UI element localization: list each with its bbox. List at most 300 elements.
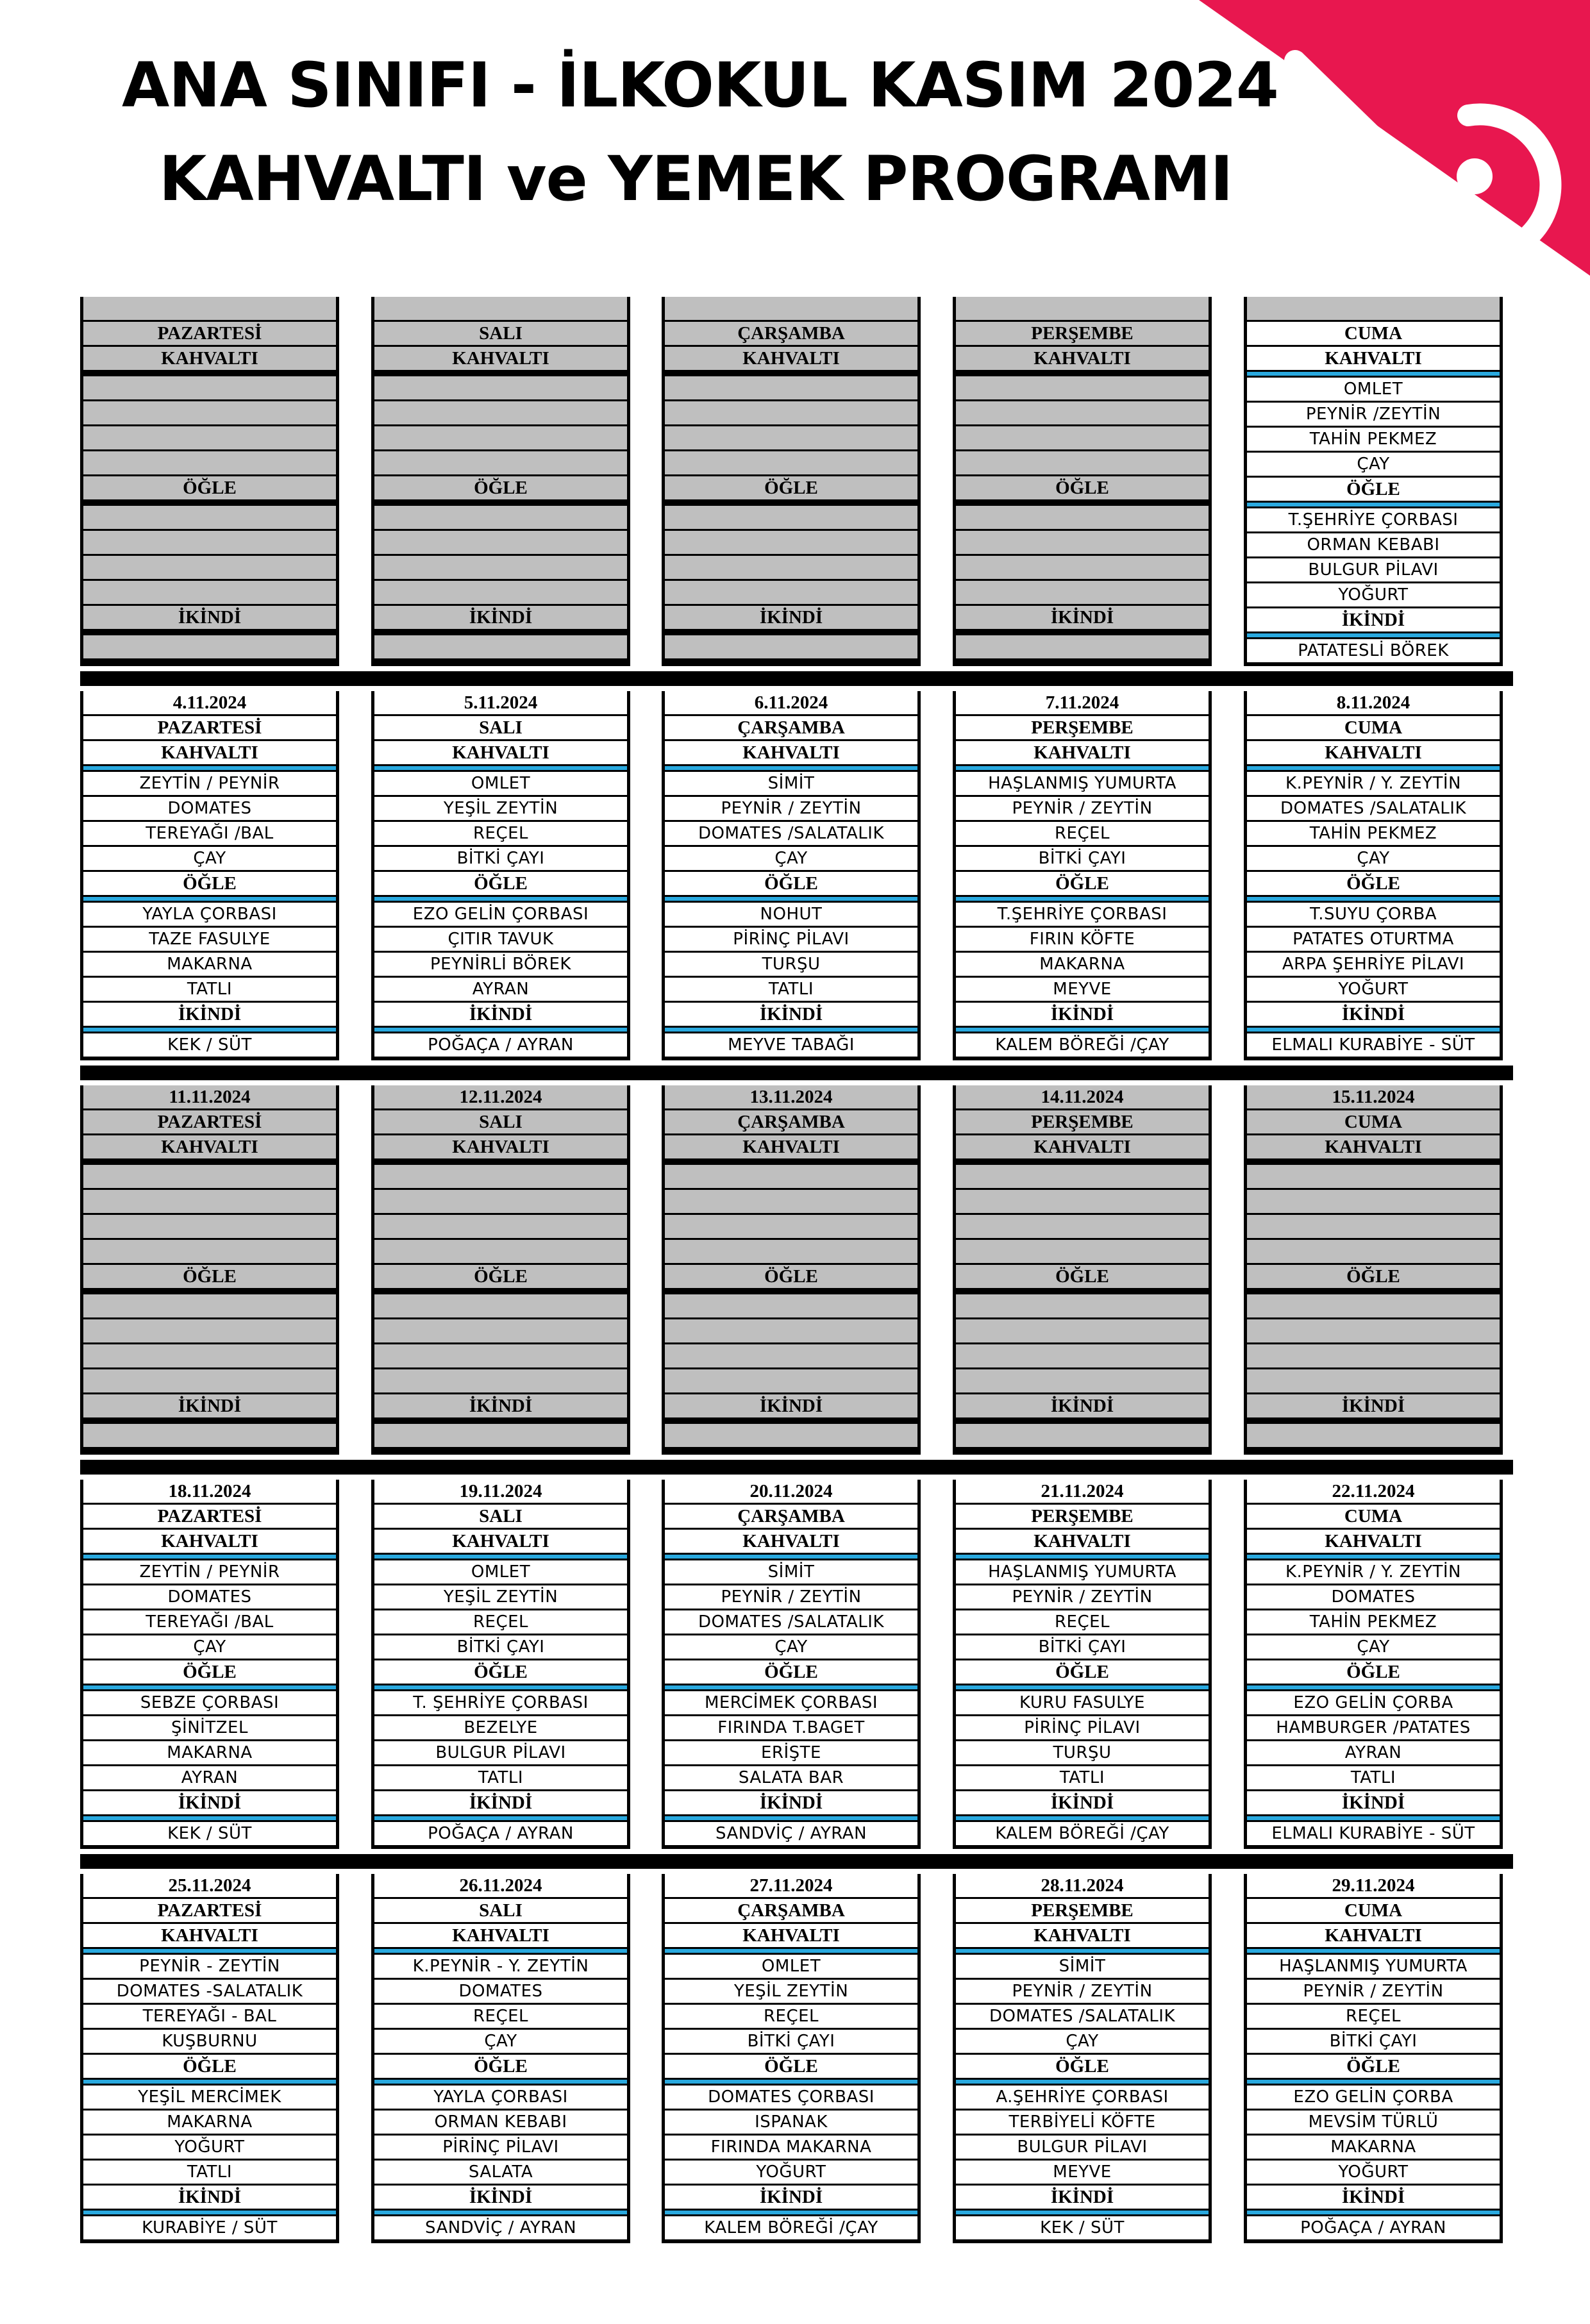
empty-row bbox=[665, 1240, 917, 1263]
section-divider bbox=[665, 2211, 917, 2214]
lunch-item: BULGUR PİLAVI bbox=[374, 1741, 627, 1764]
day-column bbox=[371, 691, 630, 1060]
lunch-label: ÖĞLE bbox=[665, 2055, 917, 2078]
section-divider bbox=[83, 766, 336, 770]
breakfast-item: YEŞİL ZEYTİN bbox=[374, 797, 627, 820]
section-divider bbox=[83, 1028, 336, 1032]
breakfast-item: OMLET bbox=[1247, 378, 1500, 401]
empty-row bbox=[1247, 1344, 1500, 1367]
empty-row bbox=[83, 1369, 336, 1392]
empty-row bbox=[1247, 1190, 1500, 1213]
lunch-label: ÖĞLE bbox=[1247, 478, 1500, 501]
lunch-label: ÖĞLE bbox=[1247, 2055, 1500, 2078]
lunch-label: ÖĞLE bbox=[83, 1265, 336, 1288]
section-divider bbox=[83, 2080, 336, 2084]
snack-label: İKİNDİ bbox=[956, 2186, 1209, 2209]
day-column bbox=[1244, 1480, 1503, 1849]
empty-row bbox=[374, 1319, 627, 1342]
breakfast-label: KAHVALTI bbox=[1247, 1924, 1500, 1947]
breakfast-item: ÇAY bbox=[83, 1635, 336, 1659]
day-name: PERŞEMBE bbox=[956, 1110, 1209, 1133]
lunch-item: NOHUT bbox=[665, 903, 917, 926]
breakfast-item: ÇAY bbox=[956, 2030, 1209, 2053]
lunch-item: FIRINDA MAKARNA bbox=[665, 2136, 917, 2159]
week-block bbox=[80, 1869, 1513, 2248]
day-date: 29.11.2024 bbox=[1247, 1874, 1500, 1897]
empty-row bbox=[83, 635, 336, 658]
section-divider bbox=[83, 2211, 336, 2214]
section-divider bbox=[1247, 897, 1500, 901]
breakfast-label: KAHVALTI bbox=[956, 741, 1209, 764]
empty-row bbox=[1247, 1424, 1500, 1447]
day-name: SALI bbox=[374, 1505, 627, 1528]
empty-row bbox=[374, 1240, 627, 1263]
empty-row bbox=[1247, 1215, 1500, 1238]
lunch-item: EZO GELİN ÇORBASI bbox=[374, 903, 627, 926]
section-divider bbox=[956, 631, 1209, 633]
empty-row bbox=[956, 635, 1209, 658]
lunch-item: ÇITIR TAVUK bbox=[374, 928, 627, 951]
section-divider bbox=[1247, 1949, 1500, 1953]
day-column bbox=[1244, 297, 1503, 666]
empty-row bbox=[1247, 1294, 1500, 1317]
snack-label: İKİNDİ bbox=[1247, 1394, 1500, 1417]
breakfast-item: PEYNİR / ZEYTİN bbox=[1247, 1980, 1500, 2003]
lunch-item: MAKARNA bbox=[83, 1741, 336, 1764]
section-divider bbox=[1247, 2211, 1500, 2214]
day-column bbox=[662, 1085, 921, 1455]
day-date: 8.11.2024 bbox=[1247, 691, 1500, 714]
section-divider bbox=[665, 1555, 917, 1559]
empty-row bbox=[665, 401, 917, 424]
snack-label: İKİNDİ bbox=[1247, 2186, 1500, 2209]
lunch-item: PATATES OTURTMA bbox=[1247, 928, 1500, 951]
empty-row bbox=[956, 1319, 1209, 1342]
breakfast-label: KAHVALTI bbox=[83, 741, 336, 764]
day-name: CUMA bbox=[1247, 1110, 1500, 1133]
empty-row bbox=[83, 1215, 336, 1238]
lunch-item: EZO GELİN ÇORBA bbox=[1247, 1691, 1500, 1714]
empty-row bbox=[374, 1369, 627, 1392]
breakfast-item: K.PEYNİR - Y. ZEYTİN bbox=[374, 1955, 627, 1978]
day-column bbox=[662, 297, 921, 666]
lunch-item: MEYVE bbox=[956, 978, 1209, 1001]
empty-row bbox=[956, 451, 1209, 474]
breakfast-label: KAHVALTI bbox=[956, 1530, 1209, 1553]
lunch-item: MAKARNA bbox=[956, 953, 1209, 976]
empty-row bbox=[665, 1319, 917, 1342]
day-name: CUMA bbox=[1247, 1899, 1500, 1922]
snack-label: İKİNDİ bbox=[374, 1003, 627, 1026]
empty-row bbox=[665, 1165, 917, 1188]
lunch-item: DOMATES ÇORBASI bbox=[665, 2086, 917, 2109]
lunch-item: MAKARNA bbox=[83, 953, 336, 976]
day-date: 19.11.2024 bbox=[374, 1480, 627, 1503]
lunch-label: ÖĞLE bbox=[956, 476, 1209, 499]
empty-row bbox=[374, 401, 627, 424]
lunch-item: ISPANAK bbox=[665, 2111, 917, 2134]
section-divider bbox=[1247, 766, 1500, 770]
section-divider bbox=[665, 1419, 917, 1422]
day-date: 21.11.2024 bbox=[956, 1480, 1209, 1503]
lunch-item: YOĞURT bbox=[1247, 2161, 1500, 2184]
empty-row bbox=[83, 1240, 336, 1263]
empty-row bbox=[956, 1424, 1209, 1447]
section-divider bbox=[374, 372, 627, 374]
empty-row bbox=[83, 506, 336, 529]
week-block bbox=[80, 292, 1513, 671]
lunch-item: TATLI bbox=[374, 1766, 627, 1789]
section-divider bbox=[374, 897, 627, 901]
snack-label: İKİNDİ bbox=[374, 1791, 627, 1814]
day-name: PAZARTESİ bbox=[83, 322, 336, 345]
snack-label: İKİNDİ bbox=[665, 1394, 917, 1417]
empty-row bbox=[956, 1165, 1209, 1188]
day-column bbox=[80, 691, 339, 1060]
breakfast-item: ÇAY bbox=[83, 847, 336, 870]
section-divider bbox=[1247, 1419, 1500, 1422]
snack-item: POĞAÇA / AYRAN bbox=[374, 1033, 627, 1057]
breakfast-item: TEREYAĞI - BAL bbox=[83, 2005, 336, 2028]
breakfast-item: DOMATES /SALATALIK bbox=[956, 2005, 1209, 2028]
lunch-item: YAYLA ÇORBASI bbox=[83, 903, 336, 926]
empty-row bbox=[83, 1165, 336, 1188]
empty-row bbox=[665, 556, 917, 579]
breakfast-label: KAHVALTI bbox=[374, 1530, 627, 1553]
empty-row bbox=[665, 1424, 917, 1447]
breakfast-label: KAHVALTI bbox=[374, 1924, 627, 1947]
breakfast-item: PEYNİR / ZEYTİN bbox=[956, 797, 1209, 820]
breakfast-label: KAHVALTI bbox=[374, 741, 627, 764]
lunch-label: ÖĞLE bbox=[956, 1660, 1209, 1684]
breakfast-item: DOMATES bbox=[1247, 1585, 1500, 1609]
snack-item: SANDVİÇ / AYRAN bbox=[665, 1822, 917, 1845]
lunch-item: ORMAN KEBABI bbox=[374, 2111, 627, 2134]
lunch-label: ÖĞLE bbox=[665, 872, 917, 895]
day-column bbox=[953, 1874, 1212, 2243]
snack-label: İKİNDİ bbox=[665, 2186, 917, 2209]
breakfast-label: KAHVALTI bbox=[665, 347, 917, 370]
empty-row bbox=[956, 581, 1209, 604]
section-divider bbox=[665, 1290, 917, 1292]
empty-row bbox=[83, 1294, 336, 1317]
section-divider bbox=[374, 2080, 627, 2084]
empty-row bbox=[374, 581, 627, 604]
section-divider bbox=[83, 1160, 336, 1163]
section-divider bbox=[1247, 2080, 1500, 2084]
breakfast-item: KUŞBURNU bbox=[83, 2030, 336, 2053]
section-divider bbox=[956, 2080, 1209, 2084]
snack-label: İKİNDİ bbox=[956, 1003, 1209, 1026]
empty-row bbox=[956, 1344, 1209, 1367]
breakfast-item: OMLET bbox=[665, 1955, 917, 1978]
lunch-item: MEYVE bbox=[956, 2161, 1209, 2184]
lunch-item: T.ŞEHRİYE ÇORBASI bbox=[1247, 508, 1500, 531]
day-name: ÇARŞAMBA bbox=[665, 322, 917, 345]
section-divider bbox=[1247, 1816, 1500, 1820]
day-name: CUMA bbox=[1247, 322, 1500, 345]
empty-row bbox=[83, 401, 336, 424]
section-divider bbox=[1247, 1555, 1500, 1559]
day-column bbox=[1244, 691, 1503, 1060]
section-divider bbox=[956, 897, 1209, 901]
lunch-item: ERİŞTE bbox=[665, 1741, 917, 1764]
breakfast-label: KAHVALTI bbox=[1247, 741, 1500, 764]
snack-label: İKİNDİ bbox=[374, 1394, 627, 1417]
lunch-label: ÖĞLE bbox=[83, 476, 336, 499]
breakfast-item: TAHİN PEKMEZ bbox=[1247, 428, 1500, 451]
lunch-label: ÖĞLE bbox=[83, 2055, 336, 2078]
breakfast-item: DOMATES bbox=[374, 1980, 627, 2003]
empty-row bbox=[1247, 1319, 1500, 1342]
empty-row bbox=[956, 297, 1209, 320]
snack-label: İKİNDİ bbox=[83, 2186, 336, 2209]
day-date: 18.11.2024 bbox=[83, 1480, 336, 1503]
day-name: CUMA bbox=[1247, 1505, 1500, 1528]
lunch-item: SALATA bbox=[374, 2161, 627, 2184]
lunch-label: ÖĞLE bbox=[1247, 1265, 1500, 1288]
section-divider bbox=[956, 1816, 1209, 1820]
snack-label: İKİNDİ bbox=[956, 606, 1209, 629]
empty-row bbox=[1247, 1165, 1500, 1188]
lunch-item: YEŞİL MERCİMEK bbox=[83, 2086, 336, 2109]
section-divider bbox=[374, 1290, 627, 1292]
lunch-item: YOĞURT bbox=[1247, 978, 1500, 1001]
day-date: 25.11.2024 bbox=[83, 1874, 336, 1897]
day-date: 5.11.2024 bbox=[374, 691, 627, 714]
snack-label: İKİNDİ bbox=[956, 1791, 1209, 1814]
empty-row bbox=[374, 506, 627, 529]
lunch-item: MEVSİM TÜRLÜ bbox=[1247, 2111, 1500, 2134]
breakfast-item: ZEYTİN / PEYNİR bbox=[83, 772, 336, 795]
breakfast-item: ÇAY bbox=[1247, 1635, 1500, 1659]
lunch-item: YAYLA ÇORBASI bbox=[374, 2086, 627, 2109]
day-date: 27.11.2024 bbox=[665, 1874, 917, 1897]
day-name: ÇARŞAMBA bbox=[665, 1899, 917, 1922]
breakfast-item: BİTKİ ÇAYI bbox=[1247, 2030, 1500, 2053]
snack-item: POĞAÇA / AYRAN bbox=[1247, 2216, 1500, 2239]
breakfast-item: PEYNİR /ZEYTİN bbox=[1247, 403, 1500, 426]
section-divider bbox=[83, 1290, 336, 1292]
section-divider bbox=[1247, 1685, 1500, 1689]
breakfast-item: ÇAY bbox=[1247, 453, 1500, 476]
lunch-item: TATLI bbox=[1247, 1766, 1500, 1789]
snack-item: KEK / SÜT bbox=[83, 1033, 336, 1057]
empty-row bbox=[83, 1190, 336, 1213]
section-divider bbox=[665, 1949, 917, 1953]
breakfast-item: DOMATES /SALATALIK bbox=[1247, 797, 1500, 820]
breakfast-label: KAHVALTI bbox=[665, 1135, 917, 1158]
breakfast-item: SİMİT bbox=[956, 1955, 1209, 1978]
breakfast-item: DOMATES /SALATALIK bbox=[665, 1610, 917, 1634]
breakfast-item: PEYNİR / ZEYTİN bbox=[956, 1585, 1209, 1609]
day-date: 11.11.2024 bbox=[83, 1085, 336, 1108]
empty-row bbox=[665, 1294, 917, 1317]
day-date: 4.11.2024 bbox=[83, 691, 336, 714]
lunch-item: TATLI bbox=[83, 2161, 336, 2184]
breakfast-label: KAHVALTI bbox=[956, 1135, 1209, 1158]
section-divider bbox=[956, 1290, 1209, 1292]
school-logo-icon bbox=[1199, 0, 1590, 295]
snack-item: POĞAÇA / AYRAN bbox=[374, 1822, 627, 1845]
day-column bbox=[80, 1874, 339, 2243]
day-column bbox=[371, 1874, 630, 2243]
lunch-label: ÖĞLE bbox=[374, 476, 627, 499]
empty-row bbox=[374, 1294, 627, 1317]
breakfast-item: ZEYTİN / PEYNİR bbox=[83, 1560, 336, 1584]
breakfast-item: REÇEL bbox=[374, 822, 627, 845]
section-divider bbox=[665, 1685, 917, 1689]
section-divider bbox=[374, 2211, 627, 2214]
breakfast-label: KAHVALTI bbox=[1247, 347, 1500, 370]
snack-label: İKİNDİ bbox=[665, 606, 917, 629]
lunch-item: TATLI bbox=[956, 1766, 1209, 1789]
day-name: PERŞEMBE bbox=[956, 716, 1209, 739]
section-divider bbox=[374, 1419, 627, 1422]
day-column bbox=[80, 1085, 339, 1455]
section-divider bbox=[956, 1160, 1209, 1163]
lunch-item: SALATA BAR bbox=[665, 1766, 917, 1789]
day-name: PAZARTESİ bbox=[83, 716, 336, 739]
day-date: 28.11.2024 bbox=[956, 1874, 1209, 1897]
section-divider bbox=[374, 631, 627, 633]
section-divider bbox=[956, 766, 1209, 770]
empty-row bbox=[665, 426, 917, 449]
lunch-item: BULGUR PİLAVI bbox=[1247, 558, 1500, 581]
section-divider bbox=[374, 1028, 627, 1032]
lunch-item: HAMBURGER /PATATES bbox=[1247, 1716, 1500, 1739]
breakfast-label: KAHVALTI bbox=[1247, 1530, 1500, 1553]
snack-item: PATATESLİ BÖREK bbox=[1247, 639, 1500, 662]
lunch-item: T.ŞEHRİYE ÇORBASI bbox=[956, 903, 1209, 926]
week-block bbox=[80, 686, 1513, 1066]
empty-row bbox=[83, 1424, 336, 1447]
section-divider bbox=[1247, 372, 1500, 376]
breakfast-item: K.PEYNİR / Y. ZEYTİN bbox=[1247, 772, 1500, 795]
snack-label: İKİNDİ bbox=[83, 1791, 336, 1814]
day-date: 26.11.2024 bbox=[374, 1874, 627, 1897]
snack-label: İKİNDİ bbox=[665, 1791, 917, 1814]
lunch-label: ÖĞLE bbox=[83, 872, 336, 895]
breakfast-item: OMLET bbox=[374, 1560, 627, 1584]
week-block bbox=[80, 1475, 1513, 1854]
breakfast-item: REÇEL bbox=[374, 2005, 627, 2028]
title-line-2: KAHVALTI ve YEMEK PROGRAMI bbox=[159, 143, 1233, 215]
empty-row bbox=[665, 451, 917, 474]
breakfast-item: DOMATES -SALATALIK bbox=[83, 1980, 336, 2003]
day-column bbox=[662, 691, 921, 1060]
breakfast-label: KAHVALTI bbox=[1247, 1135, 1500, 1158]
breakfast-item: PEYNİR - ZEYTİN bbox=[83, 1955, 336, 1978]
section-divider bbox=[1247, 1028, 1500, 1032]
lunch-label: ÖĞLE bbox=[665, 1660, 917, 1684]
empty-row bbox=[374, 635, 627, 658]
day-column bbox=[80, 297, 339, 666]
lunch-item: T. ŞEHRİYE ÇORBASI bbox=[374, 1691, 627, 1714]
section-divider bbox=[374, 1555, 627, 1559]
snack-label: İKİNDİ bbox=[1247, 1791, 1500, 1814]
section-divider bbox=[83, 1419, 336, 1422]
section-divider bbox=[83, 1555, 336, 1559]
day-column bbox=[953, 691, 1212, 1060]
empty-row bbox=[83, 297, 336, 320]
section-divider bbox=[1247, 1160, 1500, 1163]
day-column bbox=[662, 1874, 921, 2243]
snack-item: ELMALI KURABİYE - SÜT bbox=[1247, 1033, 1500, 1057]
lunch-item: A.ŞEHRİYE ÇORBASI bbox=[956, 2086, 1209, 2109]
breakfast-item: ÇAY bbox=[665, 1635, 917, 1659]
day-date: 7.11.2024 bbox=[956, 691, 1209, 714]
lunch-item: T.SUYU ÇORBA bbox=[1247, 903, 1500, 926]
day-date: 13.11.2024 bbox=[665, 1085, 917, 1108]
breakfast-item: HAŞLANMIŞ YUMURTA bbox=[1247, 1955, 1500, 1978]
empty-row bbox=[1247, 297, 1500, 320]
breakfast-label: KAHVALTI bbox=[83, 1924, 336, 1947]
empty-row bbox=[956, 401, 1209, 424]
section-divider bbox=[83, 372, 336, 374]
snack-item: MEYVE TABAĞI bbox=[665, 1033, 917, 1057]
day-name: ÇARŞAMBA bbox=[665, 716, 917, 739]
day-date: 15.11.2024 bbox=[1247, 1085, 1500, 1108]
section-divider bbox=[1247, 633, 1500, 637]
lunch-item: YOĞURT bbox=[83, 2136, 336, 2159]
empty-row bbox=[956, 1190, 1209, 1213]
breakfast-item: OMLET bbox=[374, 772, 627, 795]
breakfast-label: KAHVALTI bbox=[83, 1530, 336, 1553]
section-divider bbox=[665, 897, 917, 901]
breakfast-item: TAHİN PEKMEZ bbox=[1247, 822, 1500, 845]
section-divider bbox=[956, 372, 1209, 374]
breakfast-item: DOMATES /SALATALIK bbox=[665, 822, 917, 845]
snack-item: KEK / SÜT bbox=[956, 2216, 1209, 2239]
lunch-label: ÖĞLE bbox=[374, 2055, 627, 2078]
snack-item: KALEM BÖREĞİ /ÇAY bbox=[665, 2216, 917, 2239]
lunch-item: TAZE FASULYE bbox=[83, 928, 336, 951]
section-divider bbox=[956, 1028, 1209, 1032]
section-divider bbox=[956, 2211, 1209, 2214]
snack-item: KURABİYE / SÜT bbox=[83, 2216, 336, 2239]
day-column bbox=[1244, 1085, 1503, 1455]
lunch-item: PEYNİRLİ BÖREK bbox=[374, 953, 627, 976]
day-date: 14.11.2024 bbox=[956, 1085, 1209, 1108]
empty-row bbox=[83, 451, 336, 474]
breakfast-label: KAHVALTI bbox=[956, 1924, 1209, 1947]
lunch-item: PİRİNÇ PİLAVI bbox=[665, 928, 917, 951]
empty-row bbox=[1247, 1240, 1500, 1263]
breakfast-item: REÇEL bbox=[374, 1610, 627, 1634]
empty-row bbox=[83, 376, 336, 399]
breakfast-item: YEŞİL ZEYTİN bbox=[374, 1585, 627, 1609]
section-divider bbox=[374, 501, 627, 504]
snack-label: İKİNDİ bbox=[665, 1003, 917, 1026]
lunch-label: ÖĞLE bbox=[374, 1660, 627, 1684]
section-divider bbox=[956, 501, 1209, 504]
breakfast-item: TAHİN PEKMEZ bbox=[1247, 1610, 1500, 1634]
breakfast-item: BİTKİ ÇAYI bbox=[374, 847, 627, 870]
lunch-label: ÖĞLE bbox=[83, 1660, 336, 1684]
empty-row bbox=[665, 1344, 917, 1367]
lunch-item: TATLI bbox=[83, 978, 336, 1001]
day-column bbox=[371, 1480, 630, 1849]
day-name: SALI bbox=[374, 322, 627, 345]
lunch-item: TERBİYELİ KÖFTE bbox=[956, 2111, 1209, 2134]
section-divider bbox=[83, 631, 336, 633]
lunch-item: PİRİNÇ PİLAVI bbox=[374, 2136, 627, 2159]
lunch-item: KURU FASULYE bbox=[956, 1691, 1209, 1714]
empty-row bbox=[665, 581, 917, 604]
lunch-item: EZO GELİN ÇORBA bbox=[1247, 2086, 1500, 2109]
snack-label: İKİNDİ bbox=[83, 1394, 336, 1417]
